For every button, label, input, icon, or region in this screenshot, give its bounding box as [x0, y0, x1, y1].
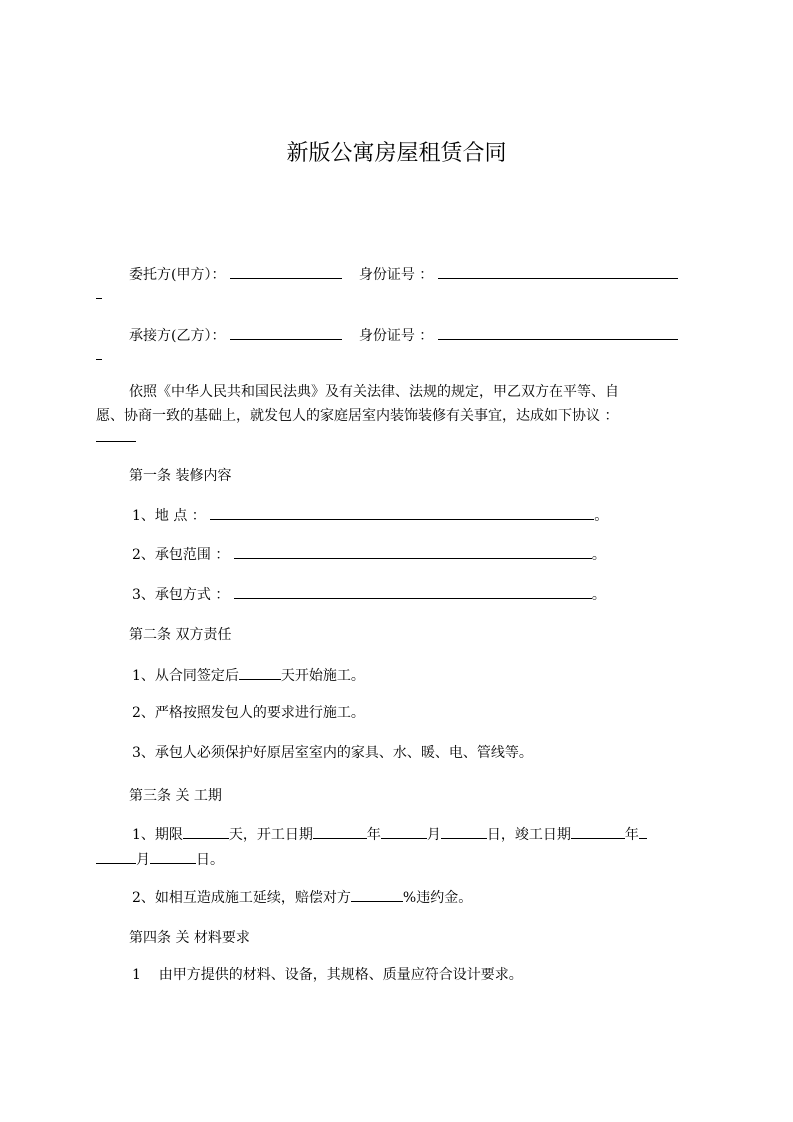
end-day-field[interactable] — [150, 848, 196, 864]
article-4-item-1: 1 由甲方提供的材料、设备，其规格、质量应符合设计要求。 — [132, 967, 523, 983]
article-3-heading: 第三条 关 工期 — [129, 788, 222, 804]
party-a-id-field-overflow — [96, 298, 102, 299]
party-b-label: 承接方(乙方）： — [129, 328, 226, 344]
intro-line-2: 愿、协商一致的基础上，就发包人的家庭居室内装饰装修有关事宜，达成如下协议 ： — [96, 408, 619, 424]
start-label: 1、从合同签定后 — [132, 668, 239, 684]
article-3-line-2 — [96, 848, 224, 869]
start-days-field[interactable] — [239, 664, 281, 680]
scope-field[interactable] — [234, 543, 592, 559]
end-month-field[interactable] — [96, 848, 136, 864]
article-1-item-2 — [132, 543, 606, 564]
end-date-label: 日，竣工日期 — [486, 827, 571, 843]
term-days-field[interactable] — [183, 823, 229, 839]
party-b-line — [129, 324, 678, 345]
start-year-field[interactable] — [313, 823, 367, 839]
month-label: 月 — [426, 827, 441, 843]
document-title: 新版公寓房屋租赁合同 — [286, 141, 507, 166]
party-b-id-field[interactable] — [438, 324, 678, 340]
party-b-name-field[interactable] — [230, 324, 342, 340]
period: 。 — [591, 587, 606, 603]
start-suffix: 天开始施工。 — [280, 668, 365, 684]
party-a-name-field[interactable] — [230, 263, 342, 279]
intro-line-1: 依照《中华人民共和国民法典》及有关法律、法规的规定，甲乙双方在平等、自 — [129, 384, 619, 400]
penalty-percent-field[interactable] — [351, 886, 403, 902]
method-field[interactable] — [234, 583, 592, 599]
article-2-heading: 第二条 双方责任 — [129, 627, 232, 643]
method-label: 3、承包方式 ： — [132, 587, 230, 603]
article-1-heading: 第一条 装修内容 — [129, 468, 232, 484]
period: 。 — [594, 508, 609, 524]
end-year-field-tail — [639, 823, 647, 839]
party-a-label: 委托方(甲方）： — [129, 267, 226, 283]
start-month-field[interactable] — [381, 823, 427, 839]
article-2-item-1 — [132, 664, 365, 685]
end-year-field[interactable] — [571, 823, 625, 839]
year-label: 年 — [366, 827, 381, 843]
article-3-line-3 — [132, 886, 472, 907]
party-b-id-field-overflow — [96, 359, 102, 360]
article-2-item-2: 2、严格按照发包人的要求进行施工。 — [132, 705, 365, 721]
article-3-line-1 — [132, 823, 647, 844]
day-label: 日。 — [196, 852, 224, 868]
term-label: 1、期限 — [132, 827, 183, 843]
article-2-item-3: 3、承包人必须保护好原居室室内的家具、水、暖、电、管线等。 — [132, 745, 533, 761]
penalty-suffix: %违约金。 — [402, 890, 473, 906]
intro-blank-field[interactable] — [96, 441, 136, 442]
year-label: 年 — [624, 827, 639, 843]
start-day-field[interactable] — [441, 823, 487, 839]
party-a-id-label: 身份证号 ： — [358, 267, 434, 283]
period: 。 — [591, 547, 606, 563]
article-1-item-1 — [132, 504, 608, 525]
party-b-id-label: 身份证号 ： — [358, 328, 434, 344]
location-label: 1、地 点 ： — [132, 508, 206, 524]
location-field[interactable] — [210, 504, 594, 520]
party-a-line — [129, 263, 678, 284]
scope-label: 2、承包范围 ： — [132, 547, 230, 563]
penalty-label: 2、如相互造成施工延续，赔偿对方 — [132, 890, 351, 906]
party-a-id-field[interactable] — [438, 263, 678, 279]
article-1-item-3 — [132, 583, 606, 604]
article-4-heading: 第四条 关 材料要求 — [129, 930, 250, 946]
month-label: 月 — [136, 852, 150, 868]
start-date-label: 天，开工日期 — [228, 827, 313, 843]
